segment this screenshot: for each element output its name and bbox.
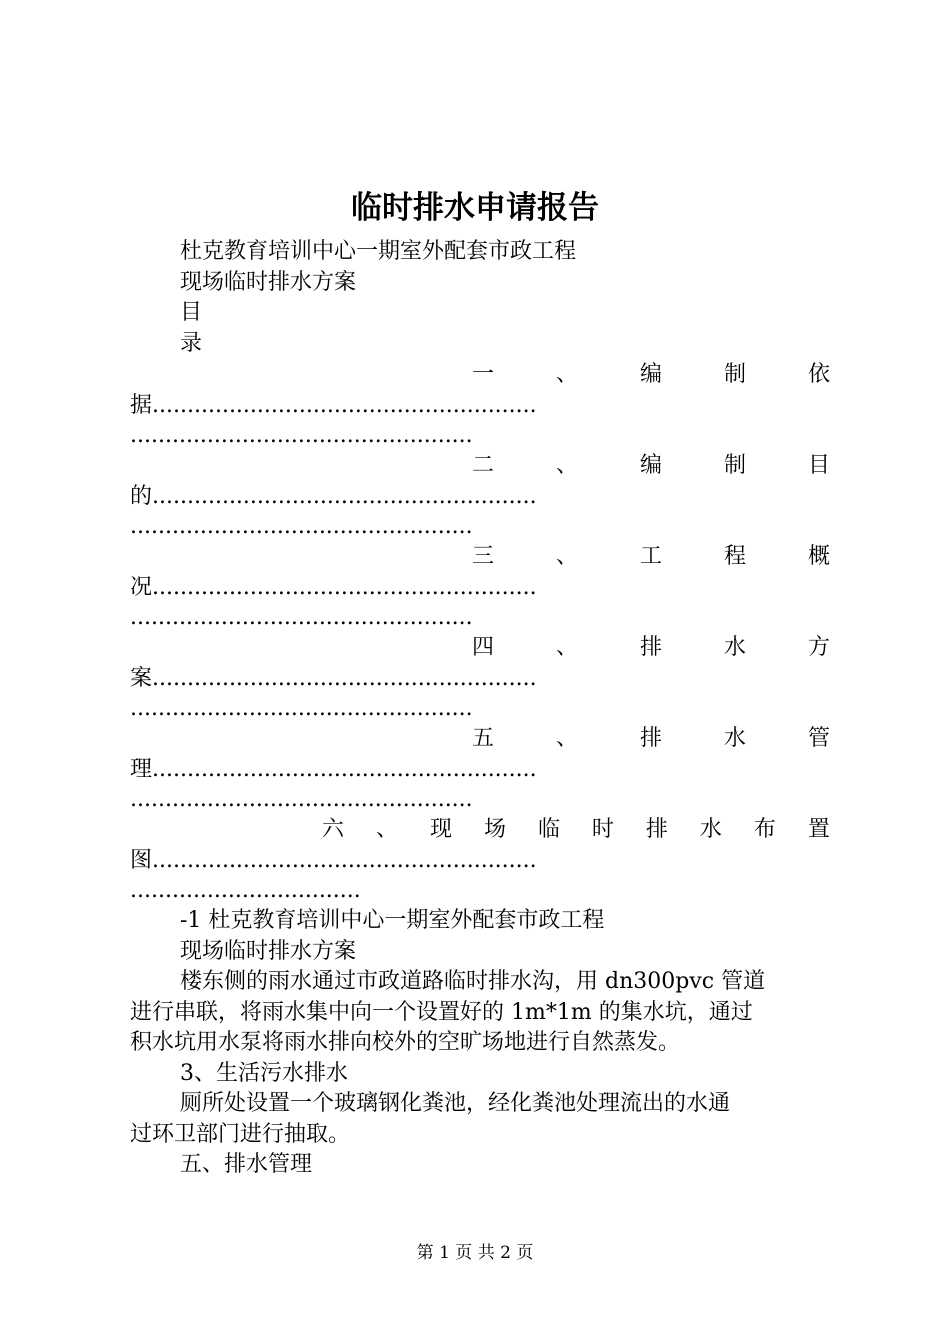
- body-paragraph-rainwater-1: 楼东侧的雨水通过市政道路临时排水沟，用 dn300pvc 管道: [180, 969, 766, 994]
- toc-char: 依: [807, 362, 830, 387]
- toc-dots: .................................................: [130, 423, 473, 448]
- toc-char: 二: [472, 453, 495, 478]
- toc-entry-6-leader: [130, 846, 830, 876]
- toc-char: 置: [807, 817, 830, 842]
- toc-dots: .......................................................: [152, 666, 537, 691]
- body-line-project: -1 杜克教育培训中心一期室外配套市政工程: [180, 908, 605, 933]
- toc-entry-2-leader-cont: [130, 512, 830, 542]
- toc-char: 、: [555, 362, 578, 387]
- body-line-plan: 现场临时排水方案: [180, 939, 357, 964]
- toc-entry-3-leader: [130, 573, 830, 603]
- toc-dots: .................................................: [130, 514, 473, 539]
- toc-char: 、: [555, 726, 578, 751]
- toc-entry-4-leader-cont: [130, 694, 830, 724]
- toc-char: 一: [472, 362, 495, 387]
- header-line-project: 杜克教育培训中心一期室外配套市政工程: [180, 239, 577, 264]
- toc-char: 场: [483, 817, 506, 842]
- toc-char: 水: [699, 817, 722, 842]
- toc-char: 概: [807, 544, 830, 569]
- toc-char: 编: [639, 362, 662, 387]
- toc-entry-5-heading: [472, 724, 830, 754]
- toc-entry-2-heading: [472, 451, 830, 481]
- toc-entry-4-heading: [472, 633, 830, 663]
- toc-char: 五: [472, 726, 495, 751]
- toc-char: 六: [322, 817, 345, 842]
- section-heading-management: 五、排水管理: [180, 1152, 313, 1177]
- header-line-plan: 现场临时排水方案: [180, 270, 357, 295]
- toc-char: 三: [472, 544, 495, 569]
- toc-char: 管: [807, 726, 830, 751]
- toc-char: 、: [555, 453, 578, 478]
- toc-tail: 案: [130, 666, 153, 691]
- toc-char: 现: [429, 817, 452, 842]
- toc-char: 目: [807, 453, 830, 478]
- toc-tail: 理: [130, 757, 153, 782]
- toc-dots: .................................: [130, 878, 361, 903]
- body-paragraph-rainwater-3: 积水坑用水泵将雨水排向校外的空旷场地进行自然蒸发。: [130, 1030, 681, 1055]
- toc-entry-4-leader: [130, 664, 830, 694]
- body-paragraph-rainwater-2: 进行串联，将雨水集中向一个设置好的 1m*1m 的集水坑，通过: [130, 1000, 753, 1025]
- toc-char: 、: [555, 635, 578, 660]
- toc-char: 排: [639, 635, 662, 660]
- toc-char: 制: [723, 362, 746, 387]
- toc-entry-2-leader: [130, 482, 830, 512]
- toc-dots: .......................................................: [152, 393, 537, 418]
- toc-dots: .................................................: [130, 787, 473, 812]
- toc-char: 时: [591, 817, 614, 842]
- toc-char: 水: [723, 726, 746, 751]
- toc-char: 编: [639, 453, 662, 478]
- toc-entry-3-heading: [472, 542, 830, 572]
- document-title: 临时排水申请报告: [351, 190, 599, 226]
- toc-dots: .......................................................: [152, 484, 537, 509]
- toc-dots: .......................................................: [152, 848, 537, 873]
- body-paragraph-septic-1: 厕所处设置一个玻璃钢化粪池，经化粪池处理流出的水通: [180, 1091, 731, 1116]
- toc-dots: .................................................: [130, 605, 473, 630]
- toc-tail: 据: [130, 393, 153, 418]
- toc-char: 布: [753, 817, 776, 842]
- toc-tail: 图: [130, 848, 153, 873]
- toc-entry-3-leader-cont: [130, 603, 830, 633]
- page-footer: 第 1 页 共 2 页: [416, 1243, 534, 1263]
- toc-heading-part1: 目: [180, 300, 203, 325]
- section-heading-sewage: 3、生活污水排水: [180, 1061, 348, 1086]
- toc-entry-6-leader-cont: [130, 876, 830, 906]
- toc-heading-part2: 录: [180, 331, 203, 356]
- toc-entry-1-heading: [472, 360, 830, 390]
- toc-char: 临: [537, 817, 560, 842]
- toc-dots: .......................................................: [152, 757, 537, 782]
- toc-entry-5-leader-cont: [130, 785, 830, 815]
- toc-char: 方: [807, 635, 830, 660]
- toc-dots: .......................................................: [152, 575, 537, 600]
- toc-char: 工: [639, 544, 662, 569]
- toc-char: 水: [723, 635, 746, 660]
- body-paragraph-septic-2: 过环卫部门进行抽取。: [130, 1122, 351, 1147]
- toc-dots: .................................................: [130, 696, 473, 721]
- toc-entry-1-leader-cont: [130, 421, 830, 451]
- toc-tail: 的: [130, 484, 153, 509]
- toc-char: 制: [723, 453, 746, 478]
- toc-char: 程: [723, 544, 746, 569]
- toc-entry-6-heading: [322, 815, 830, 845]
- toc-char: 、: [375, 817, 398, 842]
- toc-char: 排: [639, 726, 662, 751]
- toc-char: 、: [555, 544, 578, 569]
- toc-char: 排: [645, 817, 668, 842]
- toc-tail: 况: [130, 575, 153, 600]
- toc-entry-1-leader: [130, 391, 830, 421]
- toc-entry-5-leader: [130, 755, 830, 785]
- toc-char: 四: [472, 635, 495, 660]
